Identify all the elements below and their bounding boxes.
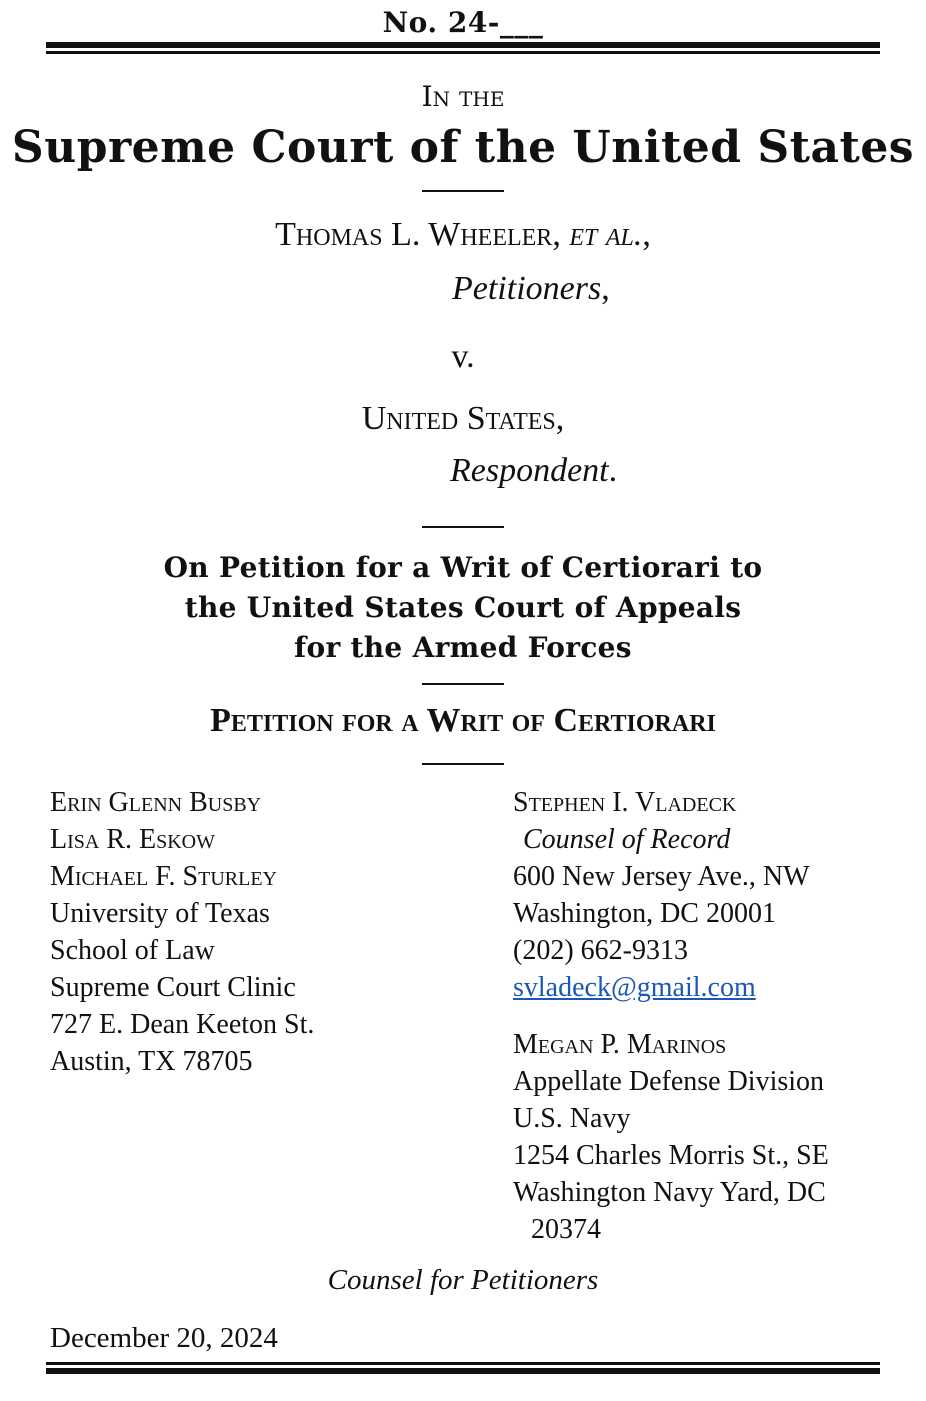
counsel-name: Erin Glenn Busby [50, 787, 262, 818]
on-petition-line-1: On Petition for a Writ of Certiorari to [163, 551, 763, 584]
bottom-double-rule [46, 1362, 880, 1376]
address-line: 20374 [531, 1214, 601, 1245]
address-line: 1254 Charles Morris St., SE [513, 1140, 829, 1171]
address-line: Austin, TX 78705 [50, 1046, 253, 1077]
on-petition-line-3: for the Armed Forces [294, 631, 632, 664]
versus: v. [451, 338, 475, 375]
on-petition-line-2: the United States Court of Appeals [184, 591, 742, 624]
petitioner-suffix: et al. [569, 216, 643, 253]
right-counsel-block [513, 784, 829, 1248]
respondent-role-period: . [608, 452, 618, 489]
address-line: School of Law [50, 935, 215, 966]
counsel-name: Megan P. Marinos [513, 1029, 727, 1060]
respondent-role-line [450, 452, 617, 490]
divider-1 [422, 190, 504, 192]
petitioner-role: Petitioners [452, 270, 602, 307]
court-name: Supreme Court of the United States [11, 122, 915, 173]
petitioner-role-line [452, 270, 610, 308]
address-line: 727 E. Dean Keeton St. [50, 1009, 315, 1040]
petitioner-role-comma: , [601, 270, 610, 307]
in-the-label: In the [421, 80, 505, 113]
address-line: U.S. Navy [513, 1103, 631, 1134]
email-link[interactable]: svladeck@gmail.com [513, 972, 756, 1003]
respondent-role: Respondent [450, 452, 609, 489]
address-line: Washington Navy Yard, DC [513, 1177, 826, 1208]
phone-number: (202) 662-9313 [513, 935, 688, 966]
divider-4 [422, 763, 504, 765]
address-line: Supreme Court Clinic [50, 972, 296, 1003]
divider-2 [422, 526, 504, 528]
respondent-line [0, 400, 926, 438]
address-line: Washington, DC 20001 [513, 898, 776, 929]
top-double-rule [46, 42, 880, 56]
petitioner-name: Thomas L. Wheeler, [275, 216, 561, 253]
divider-3 [422, 683, 504, 685]
address-line: University of Texas [50, 898, 270, 929]
counsel-name: Lisa R. Eskow [50, 824, 215, 855]
petitioner-suffix-comma: , [642, 216, 651, 253]
petitioner-line [0, 216, 926, 254]
respondent-name: United States, [361, 400, 565, 437]
left-counsel-block [50, 784, 314, 1080]
docket-number: No. 24-___ [382, 6, 544, 39]
counsel-of-record-role: Counsel of Record [523, 824, 731, 855]
address-line: 600 New Jersey Ave., NW [513, 861, 810, 892]
address-line: Appellate Defense Division [513, 1066, 825, 1097]
counsel-name: Michael F. Sturley [50, 861, 277, 892]
counsel-of-record-name: Stephen I. Vladeck [513, 787, 737, 818]
filing-date: December 20, 2024 [50, 1322, 278, 1354]
counsel-for-petitioners: Counsel for Petitioners [327, 1264, 599, 1296]
on-petition-block [0, 548, 926, 668]
petition-title: Petition for a Writ of Certiorari [210, 702, 716, 739]
